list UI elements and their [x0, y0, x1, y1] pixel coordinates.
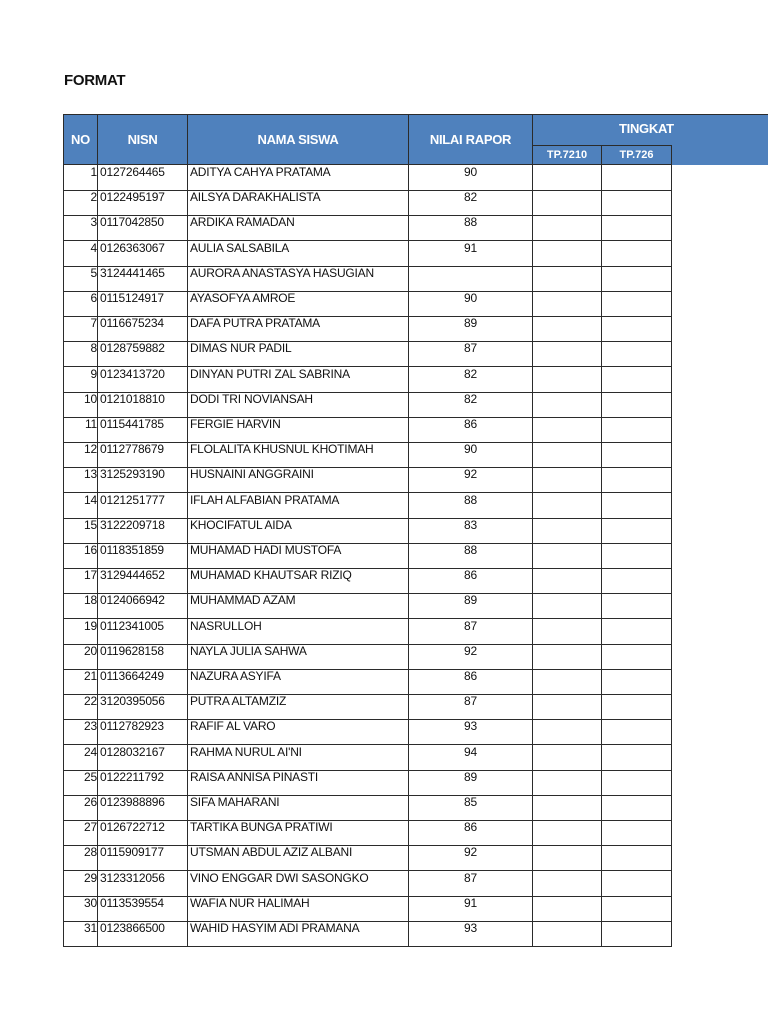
- tp-7210-cell[interactable]: [532, 392, 602, 418]
- nama-siswa-cell[interactable]: WAFIA NUR HALIMAH: [187, 896, 409, 922]
- table-row: [63, 719, 672, 744]
- no-cell[interactable]: 22: [63, 694, 98, 720]
- no-cell[interactable]: 12: [63, 442, 98, 468]
- tp-726-cell[interactable]: [601, 619, 672, 645]
- header-tingkat: TINGKAT: [619, 121, 674, 136]
- nama-siswa-cell[interactable]: MUHAMAD KHAUTSAR RIZIQ: [187, 568, 409, 594]
- nisn-cell[interactable]: 0122495197: [97, 190, 188, 216]
- no-cell[interactable]: 13: [63, 467, 98, 493]
- nisn-cell[interactable]: 0126363067: [97, 241, 188, 267]
- nilai-rapor-cell[interactable]: 85: [408, 795, 533, 821]
- nilai-rapor-cell[interactable]: 91: [408, 241, 533, 267]
- nisn-cell[interactable]: 0119628158: [97, 644, 188, 670]
- tp-7210-cell[interactable]: [532, 190, 602, 216]
- nisn-cell[interactable]: 0115909177: [97, 845, 188, 871]
- nisn-cell[interactable]: 0124066942: [97, 593, 188, 619]
- tp-7210-cell[interactable]: [532, 644, 602, 670]
- tp-7210-cell[interactable]: [532, 266, 602, 292]
- tp-726-cell[interactable]: [601, 543, 672, 569]
- tp-7210-cell[interactable]: [532, 820, 602, 846]
- tp-726-cell[interactable]: [601, 442, 672, 468]
- nama-siswa-cell[interactable]: ARDIKA RAMADAN: [187, 215, 409, 241]
- tp-7210-cell[interactable]: [532, 593, 602, 619]
- tp-726-cell[interactable]: [601, 845, 672, 871]
- nama-siswa-cell[interactable]: FLOLALITA KHUSNUL KHOTIMAH: [187, 442, 409, 468]
- no-cell[interactable]: 7: [63, 316, 98, 342]
- tp-726-cell[interactable]: [601, 644, 672, 670]
- nama-siswa-cell[interactable]: VINO ENGGAR DWI SASONGKO: [187, 871, 409, 897]
- tp-7210-cell[interactable]: [532, 619, 602, 645]
- nama-siswa-cell[interactable]: NASRULLOH: [187, 619, 409, 645]
- tp-726-cell[interactable]: [601, 316, 672, 342]
- table-row: [63, 820, 672, 845]
- tp-726-cell[interactable]: [601, 896, 672, 922]
- no-cell[interactable]: 30: [63, 896, 98, 922]
- tp-7210-cell[interactable]: [532, 215, 602, 241]
- table-row: [63, 694, 672, 719]
- tp-7210-cell[interactable]: [532, 543, 602, 569]
- nama-siswa-cell[interactable]: DODI TRI NOVIANSAH: [187, 392, 409, 418]
- nilai-rapor-cell[interactable]: 88: [408, 493, 533, 519]
- no-cell[interactable]: 5: [63, 266, 98, 292]
- tp-7210-cell[interactable]: [532, 745, 602, 771]
- tp-726-cell[interactable]: [601, 820, 672, 846]
- tp-726-cell[interactable]: [601, 215, 672, 241]
- tp-7210-cell[interactable]: [532, 871, 602, 897]
- nilai-rapor-cell[interactable]: 82: [408, 190, 533, 216]
- tp-726-cell[interactable]: [601, 518, 672, 544]
- nilai-rapor-cell[interactable]: 86: [408, 820, 533, 846]
- nilai-rapor-cell[interactable]: 89: [408, 316, 533, 342]
- nisn-cell[interactable]: 0113539554: [97, 896, 188, 922]
- nisn-cell[interactable]: 0121251777: [97, 493, 188, 519]
- tp-726-cell[interactable]: [601, 719, 672, 745]
- tp-726-cell[interactable]: [601, 593, 672, 619]
- nama-siswa-cell[interactable]: DINYAN PUTRI ZAL SABRINA: [187, 367, 409, 393]
- nilai-rapor-cell[interactable]: 86: [408, 669, 533, 695]
- tp-7210-cell[interactable]: [532, 241, 602, 267]
- no-cell[interactable]: 16: [63, 543, 98, 569]
- no-cell[interactable]: 9: [63, 367, 98, 393]
- no-cell[interactable]: 24: [63, 745, 98, 771]
- tp-726-cell[interactable]: [601, 367, 672, 393]
- tp-726-cell[interactable]: [601, 694, 672, 720]
- table-row: [63, 417, 672, 442]
- nama-siswa-cell[interactable]: MUHAMMAD AZAM: [187, 593, 409, 619]
- table-row: [63, 644, 672, 669]
- nisn-cell[interactable]: 3129444652: [97, 568, 188, 594]
- no-cell[interactable]: 2: [63, 190, 98, 216]
- nisn-cell[interactable]: 0112341005: [97, 619, 188, 645]
- tp-7210-cell[interactable]: [532, 165, 602, 191]
- no-cell[interactable]: 28: [63, 845, 98, 871]
- tp-7210-cell[interactable]: [532, 367, 602, 393]
- tp-7210-cell[interactable]: [532, 568, 602, 594]
- no-cell[interactable]: 14: [63, 493, 98, 519]
- table-row: [63, 745, 672, 770]
- nama-siswa-cell[interactable]: AULIA SALSABILA: [187, 241, 409, 267]
- no-cell[interactable]: 15: [63, 518, 98, 544]
- nama-siswa-cell[interactable]: NAYLA JULIA SAHWA: [187, 644, 409, 670]
- no-cell[interactable]: 19: [63, 619, 98, 645]
- nilai-rapor-cell[interactable]: [408, 266, 533, 292]
- tp-7210-cell[interactable]: [532, 921, 602, 947]
- nilai-rapor-cell[interactable]: 90: [408, 442, 533, 468]
- nilai-rapor-cell[interactable]: 82: [408, 392, 533, 418]
- tp-726-cell[interactable]: [601, 266, 672, 292]
- tp-7210-cell[interactable]: [532, 341, 602, 367]
- nama-siswa-cell[interactable]: AURORA ANASTASYA HASUGIAN: [187, 266, 409, 292]
- nilai-rapor-cell[interactable]: 92: [408, 644, 533, 670]
- no-cell[interactable]: 10: [63, 392, 98, 418]
- header-tp-726: TP.726: [601, 145, 672, 165]
- nama-siswa-cell[interactable]: SIFA MAHARANI: [187, 795, 409, 821]
- no-cell[interactable]: 31: [63, 921, 98, 947]
- nisn-cell[interactable]: 0126722712: [97, 820, 188, 846]
- tp-7210-cell[interactable]: [532, 896, 602, 922]
- nilai-rapor-cell[interactable]: 87: [408, 694, 533, 720]
- tp-726-cell[interactable]: [601, 745, 672, 771]
- tp-726-cell[interactable]: [601, 669, 672, 695]
- header-nisn: NISN: [97, 114, 188, 165]
- nisn-cell[interactable]: 0115441785: [97, 417, 188, 443]
- no-cell[interactable]: 4: [63, 241, 98, 267]
- nisn-cell[interactable]: 0117042850: [97, 215, 188, 241]
- nisn-cell[interactable]: 0118351859: [97, 543, 188, 569]
- no-cell[interactable]: 21: [63, 669, 98, 695]
- tp-726-cell[interactable]: [601, 341, 672, 367]
- tp-726-cell[interactable]: [601, 568, 672, 594]
- nilai-rapor-cell[interactable]: 90: [408, 165, 533, 191]
- nilai-rapor-cell[interactable]: 93: [408, 921, 533, 947]
- nisn-cell[interactable]: 0128759882: [97, 341, 188, 367]
- tp-7210-cell[interactable]: [532, 467, 602, 493]
- tp-7210-cell[interactable]: [532, 694, 602, 720]
- nama-siswa-cell[interactable]: TARTIKA BUNGA PRATIWI: [187, 820, 409, 846]
- no-cell[interactable]: 29: [63, 871, 98, 897]
- table-row: [63, 367, 672, 392]
- header-tp-7210: TP.7210: [532, 145, 602, 165]
- tp-726-cell[interactable]: [601, 921, 672, 947]
- header-nama-siswa: NAMA SISWA: [187, 114, 409, 165]
- table-row: [63, 871, 672, 896]
- header-nilai-rapor: NILAI RAPOR: [408, 114, 533, 165]
- table-row: [63, 316, 672, 341]
- nisn-cell[interactable]: 0113664249: [97, 669, 188, 695]
- nama-siswa-cell[interactable]: HUSNAINI ANGGRAINI: [187, 467, 409, 493]
- nisn-cell[interactable]: 0115124917: [97, 291, 188, 317]
- nama-siswa-cell[interactable]: WAHID HASYIM ADI PRAMANA: [187, 921, 409, 947]
- nilai-rapor-cell[interactable]: 87: [408, 619, 533, 645]
- tp-726-cell[interactable]: [601, 871, 672, 897]
- table-row: [63, 896, 672, 921]
- table-row: [63, 845, 672, 870]
- table-row: [63, 921, 672, 946]
- table-row: [63, 770, 672, 795]
- nama-siswa-cell[interactable]: RAISA ANNISA PINASTI: [187, 770, 409, 796]
- tp-7210-cell[interactable]: [532, 442, 602, 468]
- no-cell[interactable]: 25: [63, 770, 98, 796]
- no-cell[interactable]: 20: [63, 644, 98, 670]
- no-cell[interactable]: 8: [63, 341, 98, 367]
- nilai-rapor-cell[interactable]: 82: [408, 367, 533, 393]
- nilai-rapor-cell[interactable]: 88: [408, 543, 533, 569]
- nama-siswa-cell[interactable]: NAZURA ASYIFA: [187, 669, 409, 695]
- table-row: [63, 165, 672, 190]
- tp-7210-cell[interactable]: [532, 719, 602, 745]
- nilai-rapor-cell[interactable]: 94: [408, 745, 533, 771]
- nilai-rapor-cell[interactable]: 89: [408, 593, 533, 619]
- tp-726-cell[interactable]: [601, 165, 672, 191]
- nilai-rapor-cell[interactable]: 83: [408, 518, 533, 544]
- no-cell[interactable]: 27: [63, 820, 98, 846]
- table-row: [63, 392, 672, 417]
- nisn-cell[interactable]: 0128032167: [97, 745, 188, 771]
- nama-siswa-cell[interactable]: RAHMA NURUL AI'NI: [187, 745, 409, 771]
- nisn-cell[interactable]: 0122211792: [97, 770, 188, 796]
- table-row: [63, 215, 672, 240]
- tp-726-cell[interactable]: [601, 795, 672, 821]
- no-cell[interactable]: 18: [63, 593, 98, 619]
- nisn-cell[interactable]: 0123866500: [97, 921, 188, 947]
- table-row: [63, 266, 672, 291]
- tp-7210-cell[interactable]: [532, 493, 602, 519]
- tp-7210-cell[interactable]: [532, 417, 602, 443]
- nilai-rapor-cell[interactable]: 92: [408, 845, 533, 871]
- nama-siswa-cell[interactable]: UTSMAN ABDUL AZIZ ALBANI: [187, 845, 409, 871]
- nama-siswa-cell[interactable]: DAFA PUTRA PRATAMA: [187, 316, 409, 342]
- nilai-rapor-cell[interactable]: 93: [408, 719, 533, 745]
- table-row: [63, 467, 672, 492]
- nilai-rapor-cell[interactable]: 86: [408, 568, 533, 594]
- table-row: [63, 190, 672, 215]
- table-row: [63, 669, 672, 694]
- tp-726-cell[interactable]: [601, 190, 672, 216]
- nama-siswa-cell[interactable]: FERGIE HARVIN: [187, 417, 409, 443]
- document-title: FORMAT: [64, 72, 126, 89]
- nisn-cell[interactable]: 3122209718: [97, 518, 188, 544]
- nama-siswa-cell[interactable]: RAFIF AL VARO: [187, 719, 409, 745]
- nisn-cell[interactable]: 3120395056: [97, 694, 188, 720]
- tp-7210-cell[interactable]: [532, 316, 602, 342]
- nilai-rapor-cell[interactable]: 87: [408, 871, 533, 897]
- no-cell[interactable]: 23: [63, 719, 98, 745]
- table-row: [63, 518, 672, 543]
- table-row: [63, 241, 672, 266]
- tp-726-cell[interactable]: [601, 417, 672, 443]
- table-row: [63, 619, 672, 644]
- table-row: [63, 795, 672, 820]
- nama-siswa-cell[interactable]: AILSYA DARAKHALISTA: [187, 190, 409, 216]
- nisn-cell[interactable]: 3124441465: [97, 266, 188, 292]
- no-cell[interactable]: 17: [63, 568, 98, 594]
- nilai-rapor-cell[interactable]: 86: [408, 417, 533, 443]
- tp-7210-cell[interactable]: [532, 291, 602, 317]
- tp-7210-cell[interactable]: [532, 795, 602, 821]
- tp-726-cell[interactable]: [601, 493, 672, 519]
- tp-726-cell[interactable]: [601, 467, 672, 493]
- nilai-rapor-cell[interactable]: 89: [408, 770, 533, 796]
- nilai-rapor-cell[interactable]: 91: [408, 896, 533, 922]
- nama-siswa-cell[interactable]: AYASOFYA AMROE: [187, 291, 409, 317]
- no-cell[interactable]: 26: [63, 795, 98, 821]
- table-row: [63, 442, 672, 467]
- table-row: [63, 291, 672, 316]
- nama-siswa-cell[interactable]: KHOCIFATUL AIDA: [187, 518, 409, 544]
- tp-726-cell[interactable]: [601, 392, 672, 418]
- header-no: NO: [63, 114, 98, 165]
- table-row: [63, 543, 672, 568]
- nama-siswa-cell[interactable]: PUTRA ALTAMZIZ: [187, 694, 409, 720]
- nisn-cell[interactable]: 0123413720: [97, 367, 188, 393]
- tp-7210-cell[interactable]: [532, 669, 602, 695]
- nama-siswa-cell[interactable]: DIMAS NUR PADIL: [187, 341, 409, 367]
- no-cell[interactable]: 11: [63, 417, 98, 443]
- nilai-rapor-cell[interactable]: 90: [408, 291, 533, 317]
- nama-siswa-cell[interactable]: IFLAH ALFABIAN PRATAMA: [187, 493, 409, 519]
- tp-7210-cell[interactable]: [532, 845, 602, 871]
- tp-7210-cell[interactable]: [532, 770, 602, 796]
- tp-7210-cell[interactable]: [532, 518, 602, 544]
- nisn-cell[interactable]: 0121018810: [97, 392, 188, 418]
- table-row: [63, 568, 672, 593]
- table-row: [63, 593, 672, 618]
- tp-726-cell[interactable]: [601, 770, 672, 796]
- nama-siswa-cell[interactable]: ADITYA CAHYA PRATAMA: [187, 165, 409, 191]
- nisn-cell[interactable]: 3125293190: [97, 467, 188, 493]
- nilai-rapor-cell[interactable]: 87: [408, 341, 533, 367]
- nama-siswa-cell[interactable]: MUHAMAD HADI MUSTOFA: [187, 543, 409, 569]
- no-cell[interactable]: 3: [63, 215, 98, 241]
- no-cell[interactable]: 6: [63, 291, 98, 317]
- table-row: [63, 493, 672, 518]
- no-cell[interactable]: 1: [63, 165, 98, 191]
- table-row: [63, 341, 672, 366]
- nisn-cell[interactable]: 0123988896: [97, 795, 188, 821]
- nisn-cell[interactable]: 0112778679: [97, 442, 188, 468]
- nilai-rapor-cell[interactable]: 88: [408, 215, 533, 241]
- nisn-cell[interactable]: 0116675234: [97, 316, 188, 342]
- tp-726-cell[interactable]: [601, 241, 672, 267]
- nisn-cell[interactable]: 0127264465: [97, 165, 188, 191]
- nisn-cell[interactable]: 3123312056: [97, 871, 188, 897]
- nilai-rapor-cell[interactable]: 92: [408, 467, 533, 493]
- tp-726-cell[interactable]: [601, 291, 672, 317]
- nisn-cell[interactable]: 0112782923: [97, 719, 188, 745]
